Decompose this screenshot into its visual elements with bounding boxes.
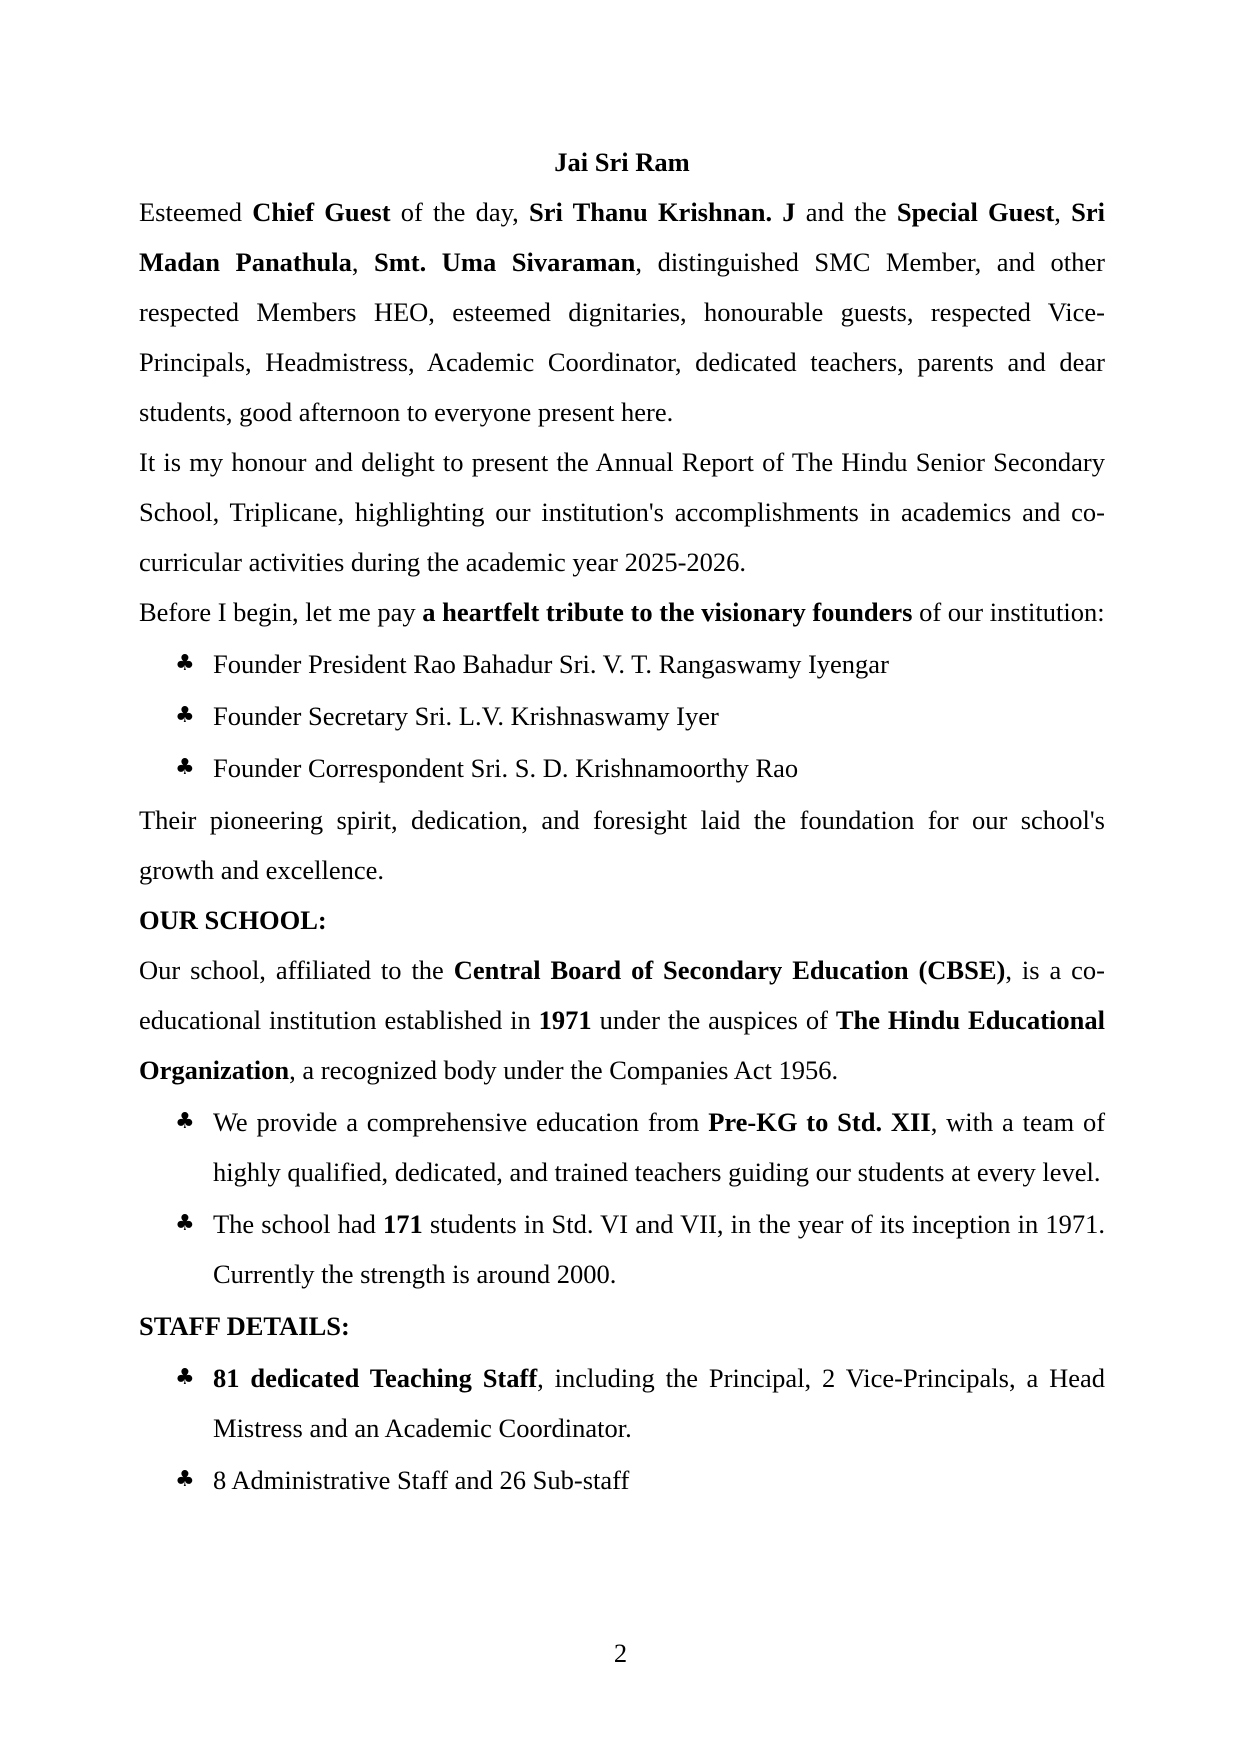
founders-closing-paragraph: Their pioneering spirit, dedication, and foresight laid the foundation for our school's growth and excellence.	[139, 805, 1105, 885]
club-bullet-icon: ♣	[175, 755, 195, 780]
tribute-paragraph: Before I begin, let me pay a heartfelt tribute to the visionary founders of our institution:	[139, 597, 1105, 627]
page-title: Jai Sri Ram	[554, 147, 690, 177]
intro-paragraph: It is my honour and delight to present the Annual Report of The Hindu Senior Secondary School, Triplicane, highlighting our institution's accomplishments in academics and co-curricular activities during the academic year 2025-2026.	[139, 447, 1105, 577]
page-number: 2	[613, 1638, 628, 1668]
our-school-paragraph: Our school, affiliated to the Central Board of Secondary Education (CBSE), is a co-educational institution established in 1971 under the auspices of The Hindu Educational Organization, a recognized body under the Companies Act 1956.	[139, 955, 1105, 1085]
page-content	[139, 137, 1105, 1507]
list-item: ♣ The school had 171 students in Std. VI and VII, in the year of its inception in 1971. Currently the strength is around 2000.	[139, 1199, 1105, 1299]
club-bullet-icon: ♣	[175, 1365, 195, 1390]
list-item: ♣ Founder Secretary Sri. L.V. Krishnaswamy Iyer	[139, 691, 1105, 741]
our-school-list	[139, 1097, 1105, 1299]
club-bullet-icon: ♣	[175, 1211, 195, 1236]
greeting-paragraph: Esteemed Chief Guest of the day, Sri Thanu Krishnan. J and the Special Guest, Sri Madan Panathula, Smt. Uma Sivaraman, distinguished SMC Member, and other respected Members HEO, esteemed dignitaries, honourable guests, respected Vice-Principals, Headmistress, Academic Coordinator, dedicated teachers, parents and dear students, good afternoon to everyone present here.	[139, 197, 1106, 427]
founders-list	[139, 639, 1105, 793]
list-item: ♣ 8 Administrative Staff and 26 Sub-staff	[139, 1455, 1105, 1505]
list-item: ♣ 81 dedicated Teaching Staff, including the Principal, 2 Vice-Principals, a Head Mistress and an Academic Coordinator.	[139, 1353, 1105, 1453]
staff-list	[139, 1353, 1105, 1505]
staff-details-heading: STAFF DETAILS:	[139, 1311, 350, 1341]
list-item: ♣ Founder President Rao Bahadur Sri. V. T. Rangaswamy Iyengar	[139, 639, 1105, 689]
club-bullet-icon: ♣	[175, 703, 195, 728]
club-bullet-icon: ♣	[175, 1109, 195, 1134]
our-school-heading: OUR SCHOOL:	[139, 905, 327, 935]
list-item: ♣ We provide a comprehensive education from Pre-KG to Std. XII, with a team of highly qualified, dedicated, and trained teachers guiding our students at every level.	[139, 1097, 1105, 1197]
club-bullet-icon: ♣	[175, 651, 195, 676]
list-item: ♣ Founder Correspondent Sri. S. D. Krishnamoorthy Rao	[139, 743, 1105, 793]
club-bullet-icon: ♣	[175, 1467, 195, 1492]
